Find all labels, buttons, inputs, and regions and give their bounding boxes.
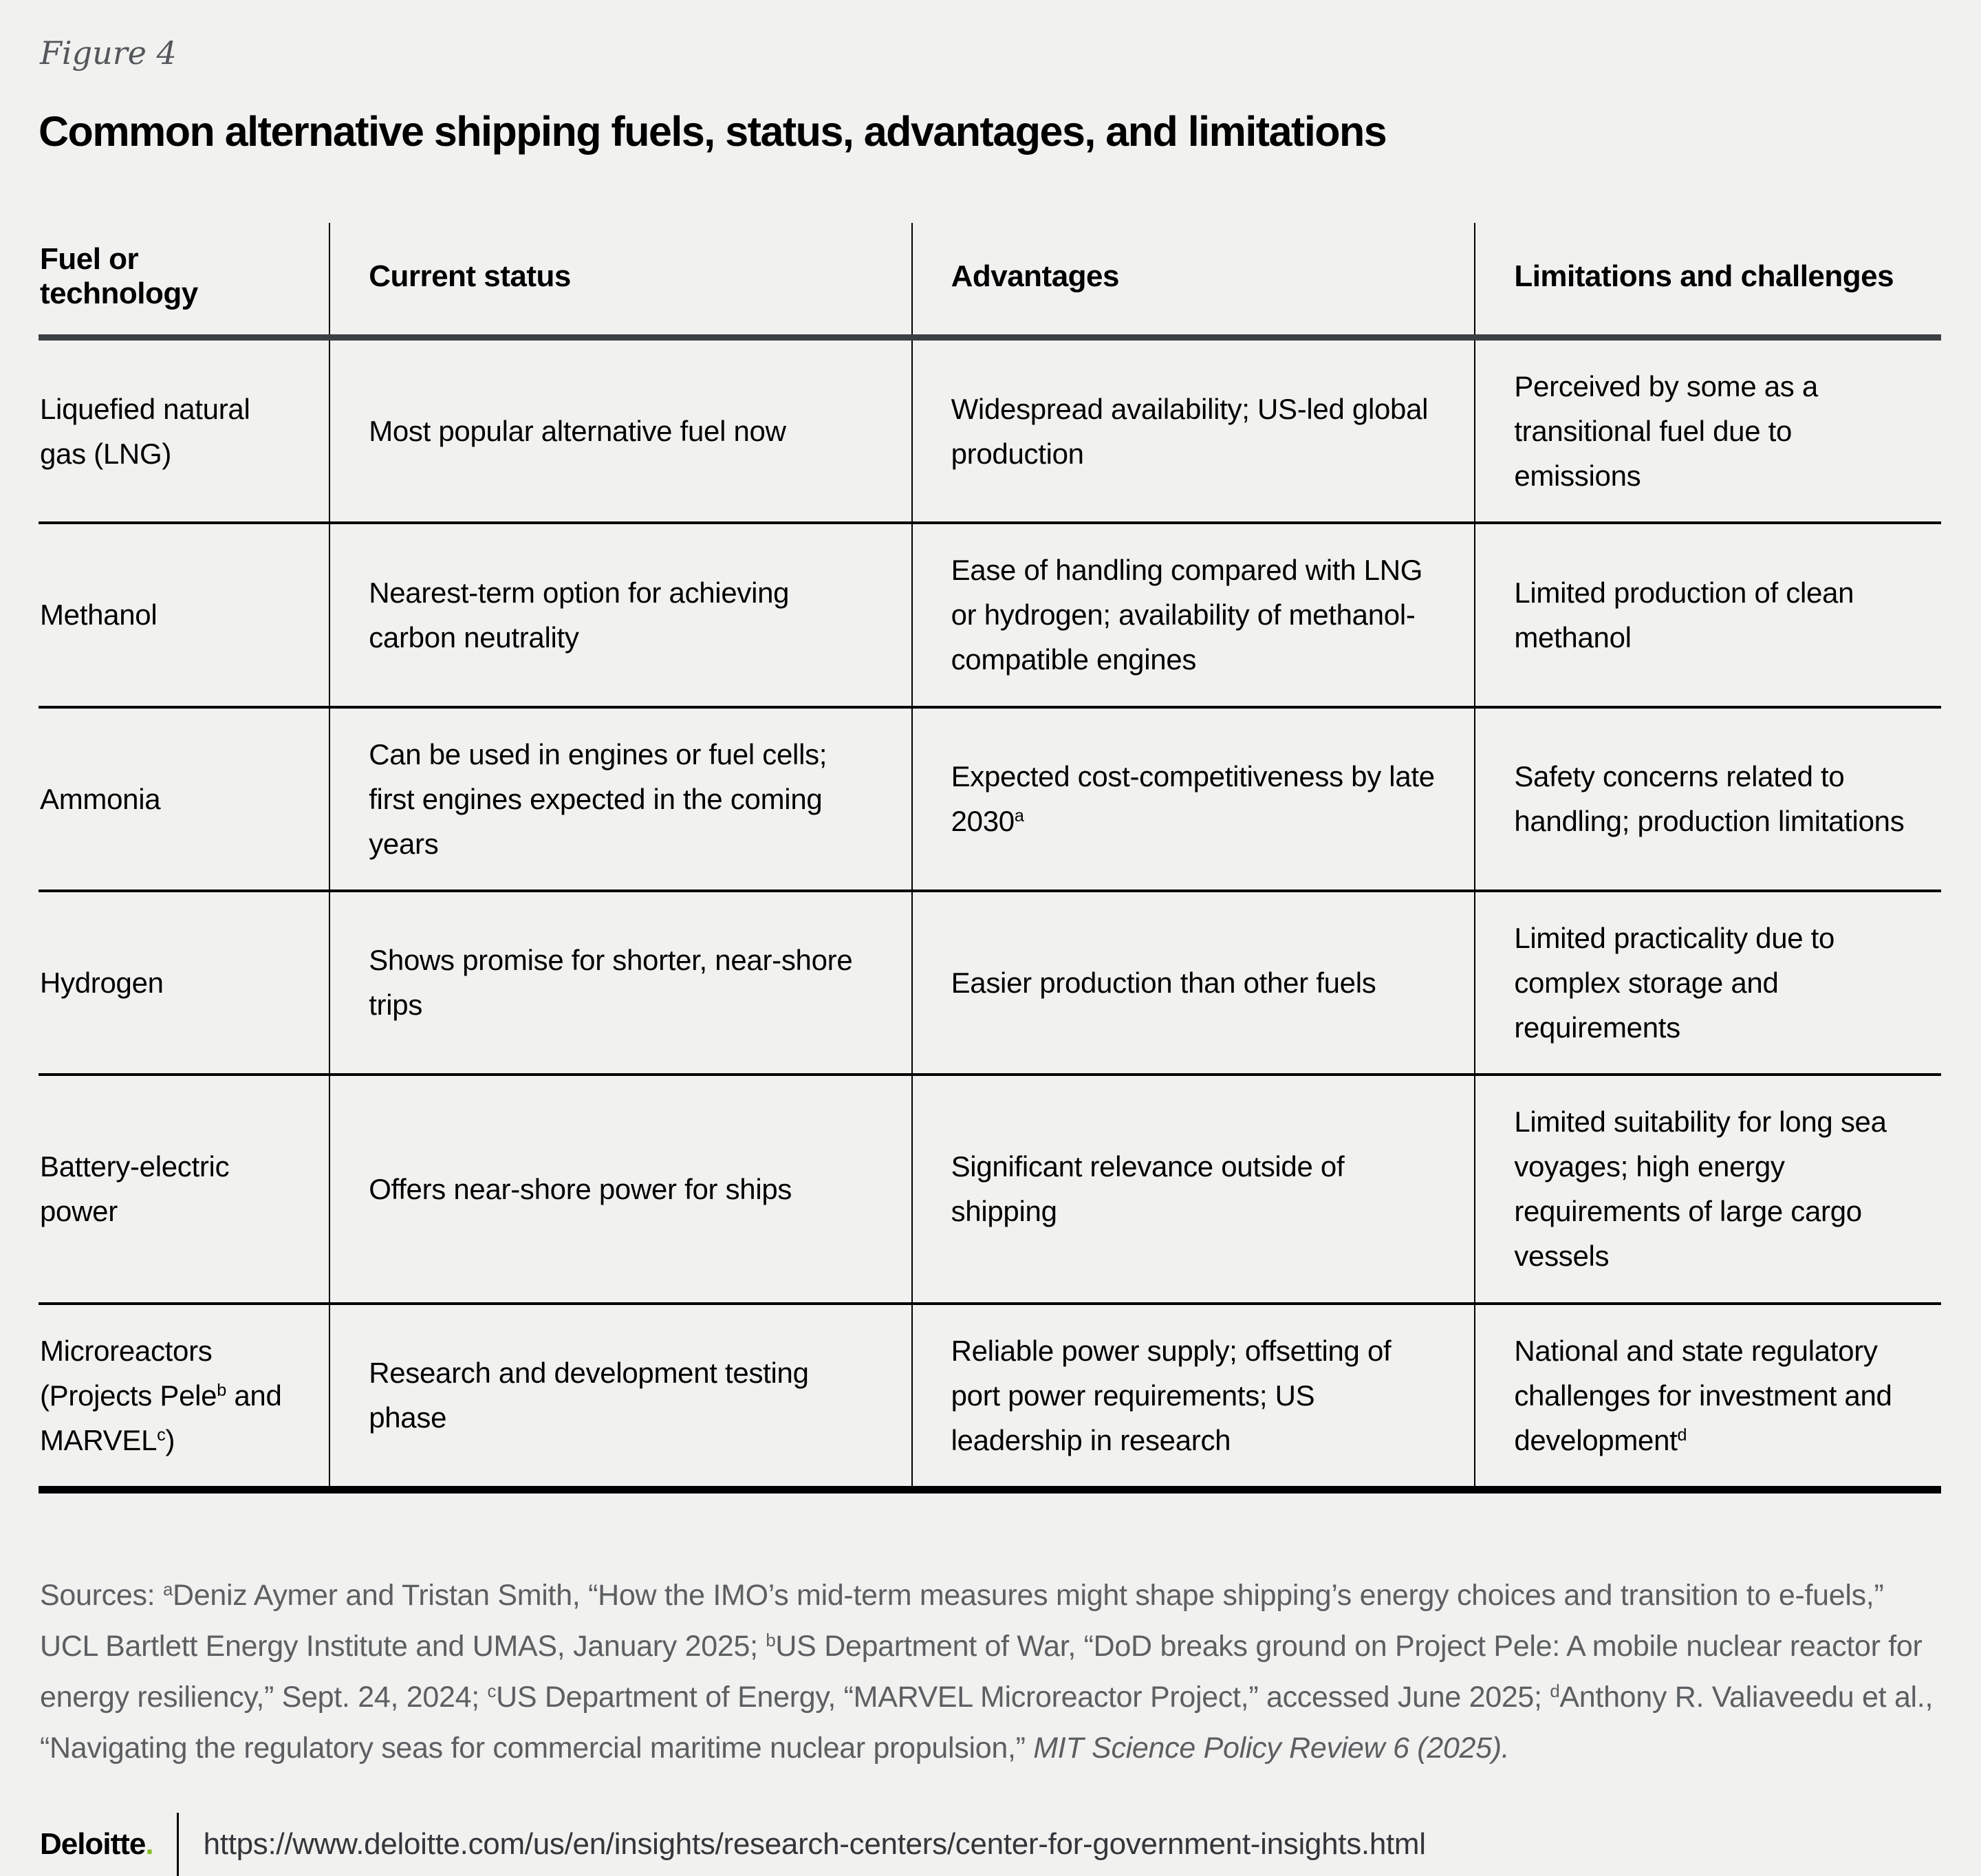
deloitte-green-dot: . bbox=[145, 1826, 153, 1861]
figure-label: Figure 4 bbox=[40, 34, 177, 72]
table-body bbox=[39, 338, 1941, 1490]
fuel-cell: Ammonia bbox=[39, 707, 329, 891]
advantages-cell: Widespread availability; US-led global production bbox=[912, 338, 1475, 524]
status-cell: Nearest-term option for achieving carbon neutrality bbox=[329, 523, 911, 707]
status-cell: Offers near-shore power for ships bbox=[329, 1075, 911, 1303]
fuel-cell: Battery-electric power bbox=[39, 1075, 329, 1303]
table-row bbox=[39, 338, 1941, 524]
limitations-cell: Perceived by some as a transitional fuel due to emissions bbox=[1475, 338, 1941, 524]
advantages-cell: Significant relevance outside of shipping bbox=[912, 1075, 1475, 1303]
advantages-cell: Ease of handling compared with LNG or hydrogen; availability of methanol-compatible engines bbox=[912, 523, 1475, 707]
fuel-cell: Liquefied natural gas (LNG) bbox=[39, 338, 329, 524]
fuel-cell: Hydrogen bbox=[39, 891, 329, 1075]
column-header-advantages: Advantages bbox=[912, 223, 1475, 338]
advantages-cell: Reliable power supply; offsetting of port power requirements; US leadership in research bbox=[912, 1304, 1475, 1490]
table-row bbox=[39, 891, 1941, 1075]
status-cell: Can be used in engines or fuel cells; first engines expected in the coming years bbox=[329, 707, 911, 891]
table-header bbox=[39, 223, 1941, 338]
column-header-status: Current status bbox=[329, 223, 911, 338]
sources-note: Sources: $^a$Deniz Aymer and Tristan Smith, “How the IMO’s mid-term measures might shape shipping’s energy choices and transition to e-fuels,” UCL Bartlett Energy Institute and UMAS, January 2025; $^b$US Department of War, “DoD breaks ground on Project Pele: A mobile nuclear reactor for energy resiliency,” Sept. 24, 2024; $^c$US Department of Energy, “MARVEL Microreactor Project,” accessed June 2025; $^d$Anthony R. Valiaveedu et al., “Navigating the regulatory seas for commercial maritime nuclear propulsion,” MIT Science Policy Review 6 (2025). bbox=[40, 1578, 1934, 1765]
status-cell: Most popular alternative fuel now bbox=[329, 338, 911, 524]
deloitte-wordmark: Deloitte bbox=[40, 1826, 146, 1861]
fuel-cell: Methanol bbox=[39, 523, 329, 707]
limitations-cell: Limited production of clean methanol bbox=[1475, 523, 1941, 707]
status-cell: Research and development testing phase bbox=[329, 1304, 911, 1490]
table-row bbox=[39, 707, 1941, 891]
footer-url[interactable]: https://www.deloitte.com/us/en/insights/research-centers/center-for-government-insights.html bbox=[203, 1826, 1426, 1861]
fuel-cell: Microreactors (Projects Pele$^b$ and MARVEL$^c$) bbox=[39, 1304, 329, 1490]
header-row bbox=[39, 223, 1941, 338]
limitations-cell: Safety concerns related to handling; production limitations bbox=[1475, 707, 1941, 891]
advantages-cell: Easier production than other fuels bbox=[912, 891, 1475, 1075]
column-header-fuel: Fuel or technology bbox=[39, 223, 329, 338]
limitations-cell: National and state regulatory challenges for investment and development$^d$ bbox=[1475, 1304, 1941, 1490]
limitations-cell: Limited practicality due to complex storage and requirements bbox=[1475, 891, 1941, 1075]
table-row bbox=[39, 1304, 1941, 1490]
column-header-limitations: Limitations and challenges bbox=[1475, 223, 1941, 338]
limitations-cell: Limited suitability for long sea voyages; high energy requirements of large cargo vessels bbox=[1475, 1075, 1941, 1303]
fuels-table bbox=[39, 223, 1941, 1494]
table-row bbox=[39, 523, 1941, 707]
deloitte-logo bbox=[40, 1827, 153, 1862]
status-cell: Shows promise for shorter, near-shore trips bbox=[329, 891, 911, 1075]
footer bbox=[40, 1813, 1941, 1876]
table-row bbox=[39, 1075, 1941, 1303]
footer-divider bbox=[177, 1813, 179, 1876]
advantages-cell: Expected cost-competitiveness by late 2030$^a$ bbox=[912, 707, 1475, 891]
page-title: Common alternative shipping fuels, status, advantages, and limitations bbox=[39, 108, 1387, 155]
